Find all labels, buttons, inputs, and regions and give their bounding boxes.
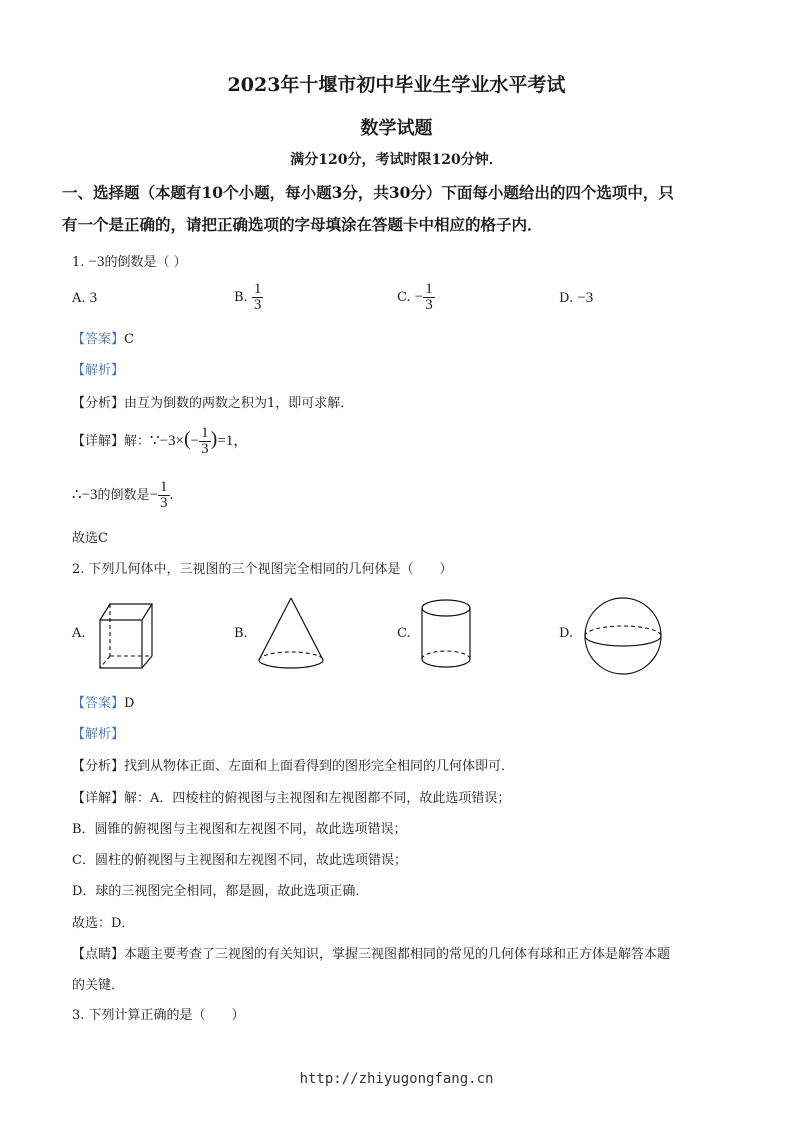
fraction-denominator: 3 (160, 495, 168, 511)
option-value: −3 (577, 290, 594, 306)
q2-jiexi: 【解析】 (72, 727, 125, 742)
fenxi-text: 找到从物体正面、左面和上面看得到的图形完全相同的几何体即可． (124, 759, 515, 774)
option-label: D. (559, 291, 574, 306)
q1-answer (72, 328, 134, 347)
minus-sign: − (414, 289, 424, 305)
q1-jiexi: 【解析】 (72, 363, 125, 378)
q3-stem-text: 下列计算正确的是（ ） (88, 1008, 245, 1023)
sphere-icon (582, 596, 664, 676)
q2-option-d-label: D. (559, 626, 574, 641)
fraction (158, 480, 170, 511)
exam-subtitle: 数学试题 (360, 118, 433, 139)
cone-icon (256, 596, 326, 674)
q1-therefore (72, 480, 174, 511)
q1-number: 1. (72, 255, 85, 270)
therefore-expr: −3 (81, 487, 98, 503)
q2-stem-text: 下列几何体中，三视图的三个视图完全相同的几何体是（ ） (88, 562, 453, 577)
fraction-numerator: 1 (160, 479, 168, 495)
q2-line-b: B．圆锥的俯视图与主视图和左视图不同，故此选项错误； (72, 822, 407, 837)
q3-stem (72, 1004, 245, 1023)
q2-dianjing (72, 943, 670, 962)
fenxi-tag: 【分析】 (72, 759, 125, 774)
q2-fenxi (72, 755, 514, 774)
answer-value: C (124, 332, 134, 347)
fraction-denominator: 3 (253, 297, 262, 313)
cylinder-icon (418, 597, 474, 673)
because-symbol: ∵ (150, 433, 160, 449)
option-label: B. (234, 290, 248, 305)
fraction-numerator: 1 (253, 281, 262, 297)
q2-dianjing-line2: 的关键． (72, 978, 125, 993)
prism-icon (96, 600, 156, 672)
paren-open: ( (184, 428, 191, 450)
q3-number: 3. (72, 1008, 85, 1023)
exam-note: 满分120分，考试时限120分钟． (290, 152, 503, 168)
option-value: 3 (89, 290, 98, 306)
q1-expr: −3 (88, 254, 105, 270)
q1-guxuan: 故选C (72, 531, 108, 546)
equation-right: =1， (217, 433, 249, 449)
minus-sign: − (149, 487, 158, 503)
xiangjie-lead: 解： (124, 434, 151, 449)
xiangjie-tag: 【详解】 (72, 791, 125, 806)
section1-line1: 一、选择题（本题有10个小题，每小题3分，共30分）下面每小题给出的四个选项中，只 (62, 183, 674, 202)
fraction-denominator: 3 (425, 297, 433, 313)
paren-close: ) (210, 428, 218, 450)
equation-left: −3× (159, 433, 184, 449)
q2-option-a-label: A. (72, 626, 86, 641)
section1-line2: 有一个是正确的，请把正确选项的字母填涂在答题卡中相应的格子内． (62, 215, 543, 234)
q1-stem-text: 的倒数是（ ） (104, 255, 187, 270)
period: . (169, 488, 174, 503)
minus-sign: − (190, 433, 200, 449)
fenxi-text: 由互为倒数的两数之积为1，即可求解． (124, 396, 354, 411)
answer-value: D (124, 696, 135, 711)
q2-line-d: D．球的三视图完全相同，都是圆，故此选项正确． (72, 884, 369, 899)
fraction (423, 282, 435, 313)
q2-xiangjie (72, 787, 510, 806)
q1-option-d (559, 290, 593, 307)
xiangjie-tag: 【详解】 (72, 434, 125, 449)
answer-tag: 【答案】 (72, 696, 125, 711)
q1-xiangjie (72, 426, 248, 457)
fraction-denominator: 3 (201, 441, 209, 457)
q1-fenxi (72, 392, 353, 411)
q2-stem (72, 558, 453, 577)
fraction-numerator: 1 (201, 425, 209, 441)
fraction-numerator: 1 (425, 281, 433, 297)
q1-option-a (72, 290, 97, 307)
therefore-text: 的倒数是 (97, 488, 150, 503)
option-label: C. (397, 290, 411, 305)
dianjing-tag: 【点睛】 (72, 947, 125, 962)
q2-number: 2. (72, 562, 85, 577)
option-label: A. (72, 291, 86, 306)
exam-title: 2023年十堰市初中毕业生学业水平考试 (227, 74, 566, 96)
q2-option-c-label: C. (397, 626, 411, 641)
q2-answer (72, 692, 134, 711)
fenxi-tag: 【分析】 (72, 396, 125, 411)
q1-stem (72, 251, 187, 271)
q2-line-c: C．圆柱的俯视图与主视图和左视图不同，故此选项错误； (72, 853, 407, 868)
xiangjie-text: 解：A．四棱柱的俯视图与主视图和左视图都不同，故此选项错误； (124, 791, 511, 806)
q2-option-b-label: B. (234, 626, 248, 641)
dianjing-text: 本题主要考查了三视图的有关知识，掌握三视图都相同的常见的几何体有球和正方体是解答本题 (124, 947, 671, 962)
footer-url[interactable]: http://zhiyugongfang.cn (299, 1071, 494, 1087)
therefore-symbol: ∴ (72, 487, 82, 503)
fraction (252, 282, 264, 313)
q1-option-c (397, 282, 435, 313)
fraction (199, 426, 211, 457)
q2-guxuan: 故选：D． (72, 916, 135, 931)
answer-tag: 【答案】 (72, 332, 125, 347)
q1-option-b (234, 282, 263, 313)
